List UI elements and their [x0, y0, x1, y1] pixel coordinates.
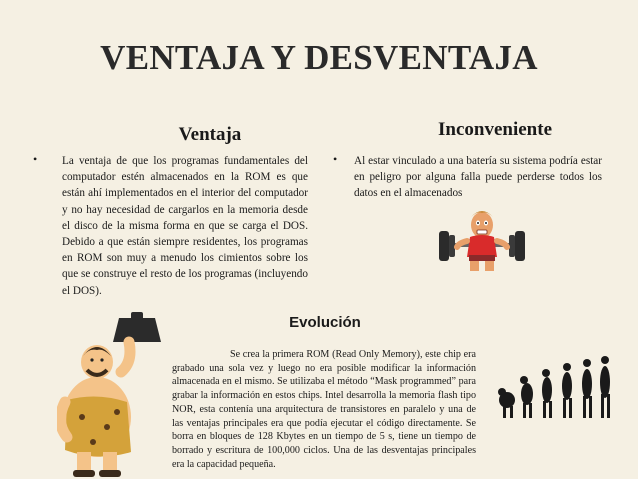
evolucion-heading: Evolución [289, 314, 361, 331]
ventaja-bullet: • [33, 152, 38, 166]
evolucion-text: Se crea la primera ROM (Read Only Memory), este chip era grabado una sola vez y luego no era posible modificar la información almacenada en el mismo. Se utilizaba el método “Mask programmed” para grabar la información en estos chips. Intel desarrolla la memoria flash tipo NOR, esta contenía una arquitectura de transistores en paralelo y una de las ventajas principales era que podía ejecutar el código directamente. Se borra en bloques de 128 Kbytes en un tiempo de 5 s, tiene un tiempo de borrado y escritura de 100,000 ciclos. Una de las desventajas principales era la capacidad pequeña. [172, 349, 476, 470]
strongman-illustration [57, 312, 167, 478]
slide-title: VENTAJA Y DESVENTAJA [100, 38, 538, 77]
evolution-silhouettes-illustration [497, 350, 613, 420]
inconveniente-bullet: • [333, 152, 338, 166]
inconveniente-text: Al estar vinculado a una batería su sistema podría estar en peligro por alguna falla puede perderse todos los datos en el almacenados [354, 155, 602, 200]
inconveniente-heading: Inconveniente [438, 119, 552, 140]
ventaja-text: La ventaja de que los programas fundamentales del computador estén almacenados en la ROM es que están ahí implementados en el interior del computador y no hay necesidad de cargarlos en la memoria desde el disco de la misma forma en que se carga el DOS. Debido a que están siempre residentes, los programas en ROM son muy a menudo los cimientos sobre los que se construye el resto de los programas (incluyendo el DOS). [62, 155, 308, 297]
ventaja-heading: Ventaja [178, 124, 242, 145]
weightlifter-illustration [437, 205, 527, 275]
